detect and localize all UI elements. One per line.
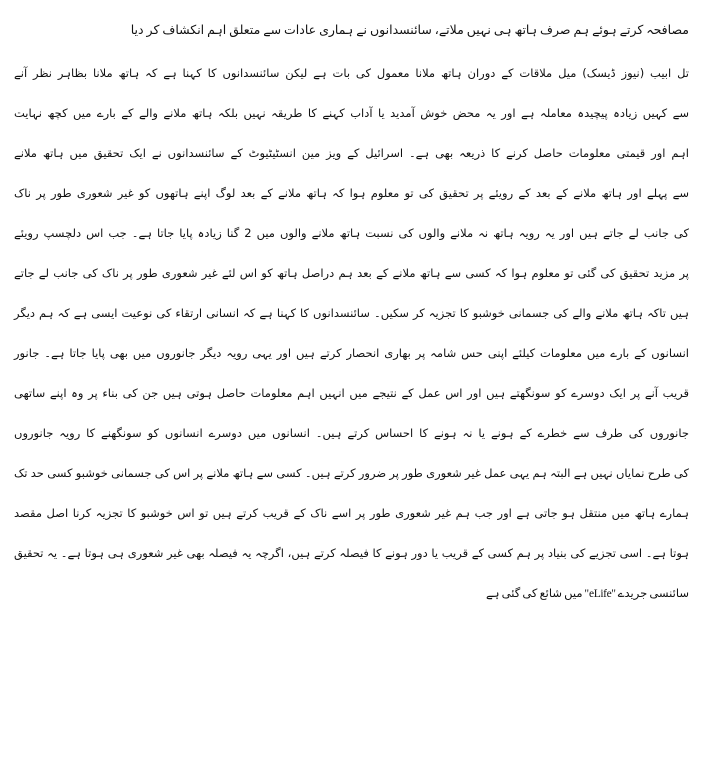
article-line-text: جانوروں کی طرف سے خطرے کے ہونے یا نہ ہونے کا احساس کرتے ہیں۔ انسانوں میں دوسرے انسانوں کو سونگھنے کا رویہ جانوروں: [14, 426, 689, 440]
article-closing-text: [14, 584, 689, 604]
article-line-text: سے پہلے اور ہاتھ ملانے کے بعد کے رویئے پر تحقیق کی تو معلوم ہوا کہ ہاتھ ملانے کے بعد لوگ اپنے ہاتھوں کو غیر شعوری طور پر ناک: [14, 186, 689, 200]
article-line-text: اہم اور قیمتی معلومات حاصل کرنے کا ذریعہ بھی ہے۔ اسرائیل کے ویز مین انسٹیٹیوٹ کے سائنسدانوں نے ایک تحقیق میں ہاتھ ملانے: [14, 146, 689, 160]
article-line: [14, 214, 689, 254]
article-line-text: تل ابیب (نیوز ڈیسک) میل ملاقات کے دوران ہاتھ ملانا معمول کی بات ہے لیکن سائنسدانوں کا کہنا ہے کہ ہاتھ ملانا بظاہر نظر آنے: [14, 66, 689, 80]
article-line-text: انسانوں کے بارے میں معلومات کیلئے اپنی حس شامہ پر بھاری انحصار کرتے ہیں اور یہی رویہ دیگر جانوروں میں بھی پایا جاتا ہے۔ جانور: [14, 346, 689, 360]
closing-after: میں شائع کی گئی ہے: [486, 586, 583, 600]
closing-before: سائنسی جریدے: [617, 586, 689, 600]
article-line-text: کی طرح نمایاں نہیں ہے البتہ ہم یہی عمل غیر شعوری طور پر ضرور کرتے ہیں۔ کسی سے ہاتھ ملانے پر اس کی جسمانی خوشبو کسی حد تک: [14, 466, 689, 480]
article-line: [14, 94, 689, 134]
article-line-text: ہیں تاکہ ہاتھ ملانے والے کی جسمانی خوشبو کا تجزیہ کر سکیں۔ سائنسدانوں کا کہنا ہے کہ انسانی ارتقاء کی نوعیت ایسی ہے کہ ہم دیگر: [14, 306, 689, 320]
article-line: [14, 174, 689, 214]
article-line: [14, 54, 689, 94]
journal-name: "eLife": [584, 588, 616, 600]
article-line-text: پر مزید تحقیق کی گئی تو معلوم ہوا کہ کسی سے ہاتھ ملانے کے بعد ہم دراصل ہاتھ کو اس لئے غیر شعوری طور پر ناک کی جانب لے جاتے: [14, 266, 689, 280]
article-line: [14, 294, 689, 334]
article-line: [14, 414, 689, 454]
article-line-text: سے کہیں زیادہ پیچیدہ معاملہ ہے اور یہ محض خوش آمدید یا آداب کہنے کا طریقہ نہیں بلکہ ہاتھ ملانے والے کے بارے میں کچھ نہایت: [14, 106, 689, 120]
article-line-text: ہوتا ہے۔ اسی تجزیے کی بنیاد پر ہم کسی کے قریب یا دور ہونے کا فیصلہ کرتے ہیں، اگرچہ یہ فیصلہ بھی غیر شعوری ہی ہوتا ہے۔ یہ تحقیق: [14, 546, 689, 560]
article-line: [14, 254, 689, 294]
article-line-text: کی جانب لے جاتے ہیں اور یہ رویہ ہاتھ نہ ملانے والوں کی نسبت ہاتھ ملانے والوں میں 2 گنا زیادہ پایا جاتا ہے۔ جب اس دلچسپ رویئے: [14, 226, 689, 240]
article-line: [14, 334, 689, 374]
article-line: [14, 534, 689, 574]
article-line: [14, 134, 689, 174]
article-line: [14, 454, 689, 494]
article-headline: مصافحہ کرتے ہوئے ہم صرف ہاتھ ہی نہیں ملاتے، سائنسدانوں نے ہماری عادات سے متعلق اہم انکشاف کر دیا: [130, 22, 689, 37]
article-line: [14, 374, 689, 414]
article-line: [14, 494, 689, 534]
article-line-text: ہمارے ہاتھ میں منتقل ہو جاتی ہے اور جب ہم غیر شعوری طور پر اسے ناک کے قریب کرتے ہیں تو اس خوشبو کا تجزیہ کرنا اصل مقصد: [14, 506, 689, 520]
article-line-text: قریب آنے پر ایک دوسرے کو سونگھتے ہیں اور اس عمل کے نتیجے میں انہیں اہم معلومات حاصل ہوتی ہیں جن کی بناء پر وہ اپنے ساتھی: [14, 386, 689, 400]
article-closing-line: [14, 574, 689, 614]
